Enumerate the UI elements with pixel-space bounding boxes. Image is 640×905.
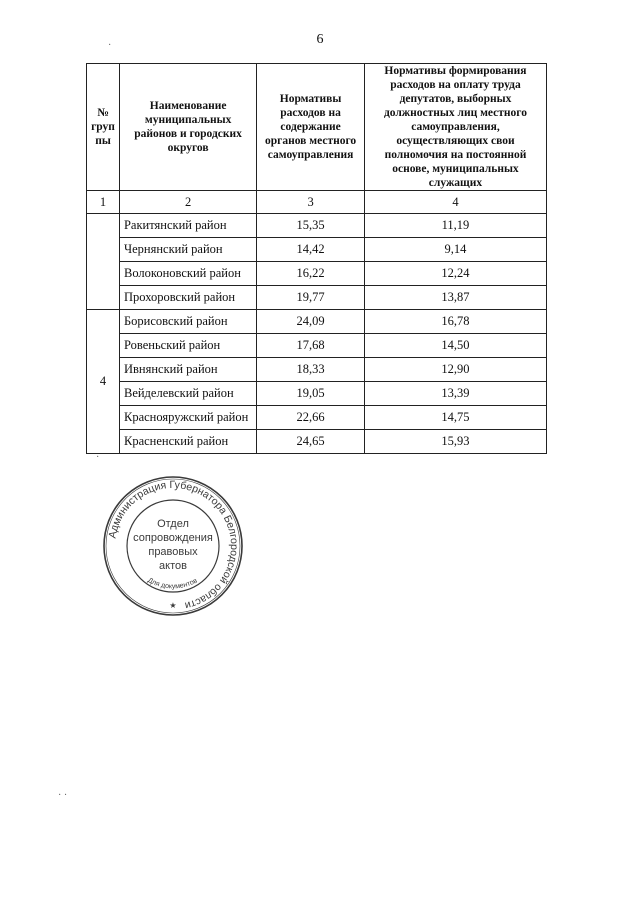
district-name-cell: Вейделевский район	[119, 382, 256, 406]
table-row	[87, 334, 547, 358]
salary-norm-cell: 12,90	[364, 358, 546, 382]
group-number-cell: 4	[87, 310, 120, 454]
district-name-cell: Борисовский район	[119, 310, 256, 334]
salary-norm-cell: 12,24	[364, 262, 546, 286]
district-name-cell: Прохоровский район	[119, 286, 256, 310]
column-number-row	[87, 191, 547, 214]
district-name-cell: Ровеньский район	[119, 334, 256, 358]
salary-norm-cell: 15,93	[364, 430, 546, 454]
maintenance-norm-cell: 17,68	[257, 334, 365, 358]
table-row	[87, 214, 547, 238]
official-stamp	[102, 475, 244, 617]
scan-speck: ·	[108, 40, 112, 51]
maintenance-norm-cell: 22,66	[257, 406, 365, 430]
norms-table	[86, 63, 547, 454]
table-row	[87, 238, 547, 262]
district-name-cell: Ивнянский район	[119, 358, 256, 382]
district-name-cell: Краснояружский район	[119, 406, 256, 430]
stamp-star-icon: ★	[169, 601, 177, 610]
salary-norm-cell: 14,50	[364, 334, 546, 358]
maintenance-norm-cell: 16,22	[257, 262, 365, 286]
column-number: 2	[119, 191, 256, 214]
table-row	[87, 310, 547, 334]
table-row	[87, 286, 547, 310]
maintenance-norm-cell: 18,33	[257, 358, 365, 382]
salary-norm-cell: 13,39	[364, 382, 546, 406]
district-name-cell: Волоконовский район	[119, 262, 256, 286]
maintenance-norm-cell: 24,09	[257, 310, 365, 334]
district-name-cell: Ракитянский район	[119, 214, 256, 238]
salary-norm-cell: 9,14	[364, 238, 546, 262]
district-name-cell: Красненский район	[119, 430, 256, 454]
table-row	[87, 430, 547, 454]
group-number-cell	[87, 214, 120, 310]
salary-norm-cell: 11,19	[364, 214, 546, 238]
header-maintenance-norms: Нормативы расходов на содержание органов местного самоуправления	[257, 64, 365, 191]
table-row	[87, 382, 547, 406]
column-number: 1	[87, 191, 120, 214]
page-number: 6	[316, 32, 324, 47]
table-row	[87, 406, 547, 430]
stamp-bottom-text: Для документов	[146, 576, 199, 591]
table-row	[87, 358, 547, 382]
header-group-number: № груп пы	[87, 64, 120, 191]
scan-speck: · ·	[58, 790, 68, 801]
maintenance-norm-cell: 24,65	[257, 430, 365, 454]
table-header-row	[87, 64, 547, 191]
maintenance-norm-cell: 19,05	[257, 382, 365, 406]
salary-norm-cell: 14,75	[364, 406, 546, 430]
stamp-inner-line: Отдел	[157, 518, 189, 530]
column-number: 4	[364, 191, 546, 214]
table-row	[87, 262, 547, 286]
stamp-inner-line: правовых	[148, 546, 198, 558]
header-district-name: Наименование муниципальных районов и городских округов	[119, 64, 256, 191]
column-number: 3	[257, 191, 365, 214]
stamp-outer-text: Администрация Губернатора Белгородской области	[106, 478, 241, 612]
maintenance-norm-cell: 19,77	[257, 286, 365, 310]
salary-norm-cell: 13,87	[364, 286, 546, 310]
scan-speck: ·	[96, 452, 100, 463]
district-name-cell: Чернянский район	[119, 238, 256, 262]
stamp-inner-line: сопровождения	[133, 532, 213, 544]
stamp-inner-line: актов	[159, 560, 187, 572]
salary-norm-cell: 16,78	[364, 310, 546, 334]
maintenance-norm-cell: 15,35	[257, 214, 365, 238]
maintenance-norm-cell: 14,42	[257, 238, 365, 262]
header-salary-norms: Нормативы формирования расходов на оплату труда депутатов, выборных должностных лиц местного самоуправления, осуществляющих свои полномочия на постоянной основе, муниципальных служащих	[364, 64, 546, 191]
